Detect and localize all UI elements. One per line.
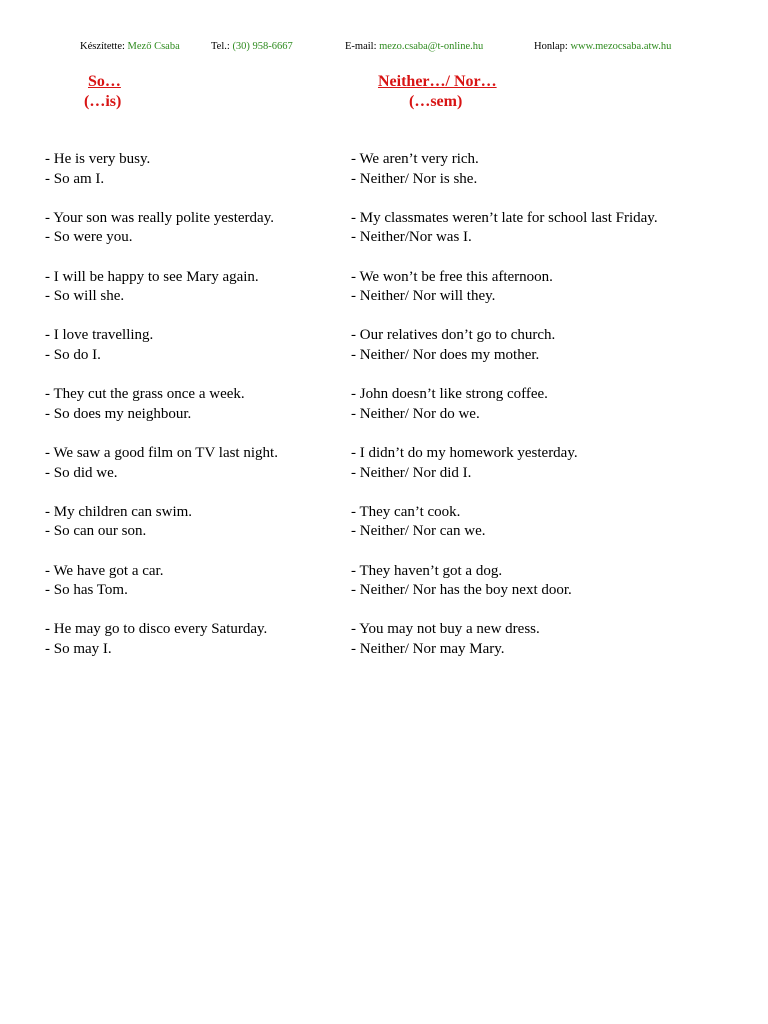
neither-sentence-statement: - Our relatives don’t go to church. <box>351 327 556 344</box>
so-sentence-statement: - We saw a good film on TV last night. <box>45 445 278 461</box>
so-title: So… <box>88 73 121 90</box>
so-sentence-statement: - He is very busy. <box>45 151 151 167</box>
neither-sentence-statement: - My classmates weren’t late for school last Friday. <box>351 209 658 226</box>
neither-sentence-response: - Neither/Nor was I. <box>351 229 472 246</box>
neither-sentence-response: - Neither/ Nor do we. <box>351 405 480 422</box>
so-sentence-statement: - He may go to disco every Saturday. <box>45 621 268 638</box>
neither-sentence-statement: - We aren’t very rich. <box>351 151 479 167</box>
so-sentence-statement: - We have got a car. <box>45 562 164 579</box>
neither-sentence-statement: - They can’t cook. <box>351 503 461 520</box>
so-sentence-response: - So do I. <box>45 346 101 363</box>
so-sentence-statement: - My children can swim. <box>45 503 193 520</box>
so-subtitle: (…is) <box>84 93 122 110</box>
neither-sentence-response: - Neither/ Nor will they. <box>351 288 496 305</box>
neither-sentence-statement: - John doesn’t like strong coffee. <box>351 386 548 403</box>
email-info <box>345 41 483 52</box>
tel-label: Tel.: <box>211 41 230 52</box>
so-sentence-statement: - They cut the grass once a week. <box>45 386 245 403</box>
neither-sentence-response: - Neither/ Nor does my mother. <box>351 346 540 363</box>
author-name: Mező Csaba <box>127 41 180 52</box>
tel-value: (30) 958-6667 <box>232 41 293 52</box>
so-sentence-response: - So did we. <box>45 464 118 481</box>
neither-sentence-statement: - You may not buy a new dress. <box>351 621 540 638</box>
email-link[interactable]: mezo.csaba@t-online.hu <box>379 41 484 52</box>
web-label: Honlap: <box>534 41 568 52</box>
so-sentence-statement: - Your son was really polite yesterday. <box>45 209 274 226</box>
web-link[interactable]: www.mezocsaba.atw.hu <box>570 41 672 52</box>
neither-sentence-response: - Neither/ Nor may Mary. <box>351 640 505 657</box>
neither-sentence-statement: - We won’t be free this afternoon. <box>351 268 553 285</box>
so-sentence-response: - So am I. <box>45 170 105 187</box>
neither-sentence-response: - Neither/ Nor can we. <box>351 523 486 540</box>
so-sentence-response: - So can our son. <box>45 523 147 540</box>
web-info <box>534 41 671 52</box>
author-label: Készítette: <box>80 41 125 52</box>
neither-sentence-response: - Neither/ Nor has the boy next door. <box>351 582 572 599</box>
neither-title: Neither…/ Nor… <box>378 73 497 90</box>
neither-sentence-statement: - I didn’t do my homework yesterday. <box>351 445 578 461</box>
email-label: E-mail: <box>345 41 377 52</box>
so-sentence-response: - So were you. <box>45 229 133 246</box>
neither-sentence-statement: - They haven’t got a dog. <box>351 562 503 579</box>
so-sentence-response: - So may I. <box>45 640 112 657</box>
tel-info <box>211 41 293 52</box>
so-sentence-response: - So has Tom. <box>45 582 128 599</box>
neither-sentence-response: - Neither/ Nor is she. <box>351 170 478 187</box>
neither-sentence-response: - Neither/ Nor did I. <box>351 464 472 481</box>
author-info <box>80 41 180 52</box>
so-sentence-response: - So does my neighbour. <box>45 405 192 422</box>
so-sentence-statement: - I love travelling. <box>45 327 154 344</box>
so-sentence-response: - So will she. <box>45 288 125 305</box>
neither-subtitle: (…sem) <box>409 93 463 110</box>
so-sentence-statement: - I will be happy to see Mary again. <box>45 268 259 285</box>
